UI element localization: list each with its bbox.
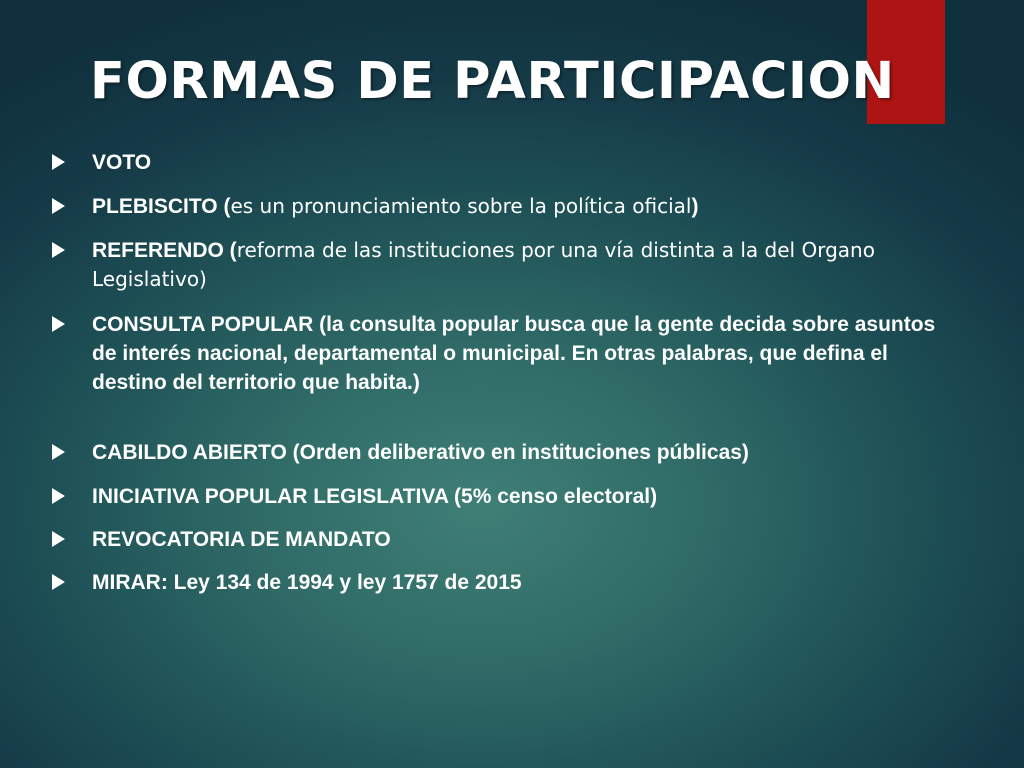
item-label: INICIATIVA POPULAR LEGISLATIVA (5% censo electoral) <box>92 485 658 508</box>
item-label: PLEBISCITO ( <box>92 195 231 218</box>
triangle-bullet-icon <box>52 154 65 170</box>
item-label: VOTO <box>92 151 152 174</box>
triangle-bullet-icon <box>52 531 65 547</box>
item-detail: reforma de las instituciones por una vía distinta a la del Organo Legislativo) <box>92 238 875 291</box>
item-label: REFERENDO ( <box>92 239 237 262</box>
item-close-paren: ) <box>691 195 699 218</box>
triangle-bullet-icon <box>52 444 65 460</box>
triangle-bullet-icon <box>52 574 65 590</box>
item-detail: es un pronunciamiento sobre la política oficial <box>230 194 692 218</box>
triangle-bullet-icon <box>52 198 65 214</box>
item-label: CABILDO ABIERTO (Orden deliberativo en instituciones públicas) <box>92 441 749 464</box>
item-label: CONSULTA POPULAR (la consulta popular busca que la gente decida sobre asuntos de interés nacional, departamental o municipal. En otras palabras, que defina el destino del territorio que habita.) <box>92 313 936 394</box>
triangle-bullet-icon <box>52 316 65 332</box>
slide-title: FORMAS DE PARTICIPACION <box>90 52 895 111</box>
item-label: MIRAR: Ley 134 de 1994 y ley 1757 de 2015 <box>92 571 522 594</box>
triangle-bullet-icon <box>52 242 65 258</box>
item-label: REVOCATORIA DE MANDATO <box>92 528 391 551</box>
triangle-bullet-icon <box>52 488 65 504</box>
